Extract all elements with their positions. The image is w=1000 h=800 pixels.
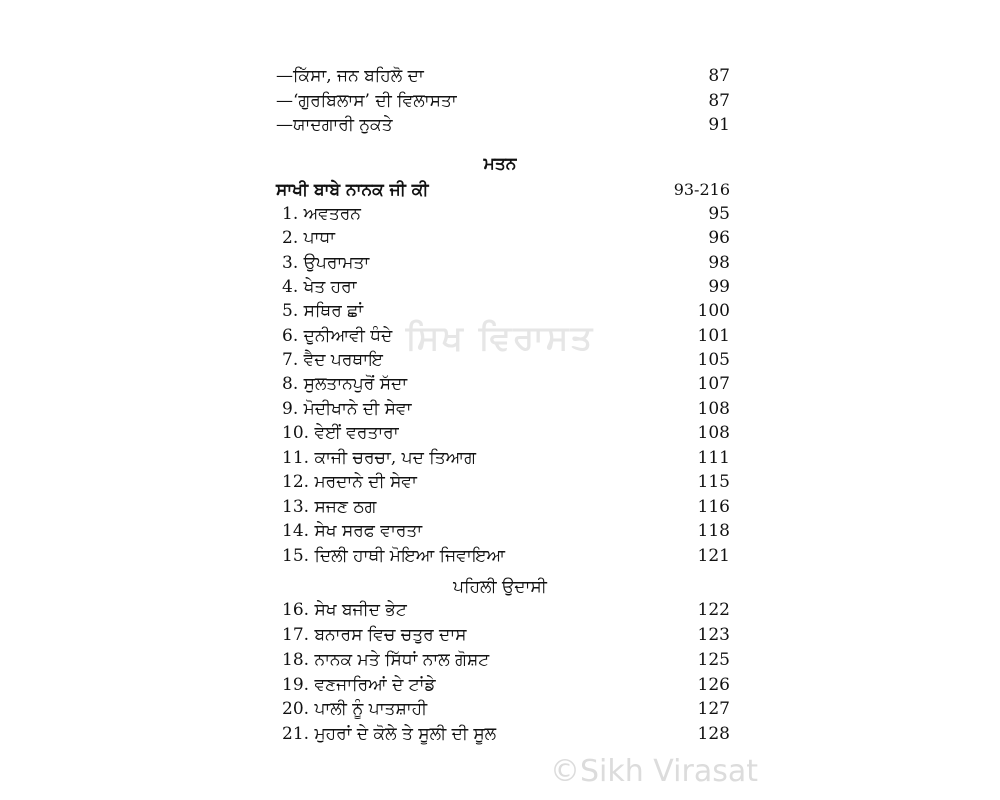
toc-row [0, 495, 1000, 519]
toc-entry-label: 16. ਸੇਖ ਬਜੀਦ ਭੇਟ [282, 600, 407, 620]
toc-page-number: 108 [697, 399, 730, 419]
toc-page-number: 121 [697, 546, 730, 566]
toc-entry-label: 3. ਉਪਰਾਮਤਾ [282, 253, 370, 273]
toc-row [0, 697, 1000, 721]
toc-entry-label: 6. ਦੁਨੀਆਵੀ ਧੰਦੇ [282, 326, 393, 346]
toc-row [0, 251, 1000, 275]
toc-row [0, 348, 1000, 372]
toc-page-number: 125 [697, 650, 730, 670]
toc-entry-label: 19. ਵਣਜਾਰਿਆਂ ਦੇ ਟਾਂਡੇ [282, 675, 436, 695]
toc-row [0, 113, 1000, 137]
toc-row [0, 226, 1000, 250]
toc-entry-label: 11. ਕਾਜੀ ਚਰਚਾ, ਪਦ ਤਿਆਗ [282, 448, 476, 468]
toc-entry-label: —ਯਾਦਗਾਰੀ ਨੁਕਤੇ [276, 115, 393, 135]
toc-row [0, 299, 1000, 323]
toc-page-number: 105 [697, 350, 730, 370]
toc-row [0, 519, 1000, 543]
toc-page-number: 99 [708, 277, 730, 297]
toc-row [0, 324, 1000, 348]
toc-row [0, 397, 1000, 421]
toc-page-number: 111 [697, 448, 730, 468]
toc-entry-label: 14. ਸੇਖ ਸਰਫ ਵਾਰਤਾ [282, 521, 423, 541]
toc-row [0, 673, 1000, 697]
toc-page-number: 122 [697, 600, 730, 620]
watermark: ਸਿਖ ਵਿਰਾਸਤ [405, 318, 595, 358]
toc-page-number: 87 [708, 66, 730, 86]
subsection-heading: ਪਹਿਲੀ ਉਦਾਸੀ [453, 577, 547, 597]
toc-page-number: 91 [708, 115, 730, 135]
toc-entry-label: 13. ਸਜਣ ਠਗ [282, 497, 377, 517]
toc-row [0, 275, 1000, 299]
toc-page-number: 116 [697, 497, 730, 517]
toc-entry-label: 20. ਪਾਲੀ ਨੂੰ ਪਾਤਸ਼ਾਹੀ [282, 699, 428, 719]
toc-entry-label: 1. ਅਵਤਰਨ [282, 204, 361, 224]
toc-row [0, 623, 1000, 647]
toc-page-number: 93-216 [673, 180, 730, 199]
toc-entry-label: 4. ਖੇਤ ਹਰਾ [282, 277, 357, 297]
toc-main-entry [0, 178, 1000, 202]
copyright-watermark: ©Sikh Virasat [550, 754, 758, 789]
toc-entry-label: ਸਾਖੀ ਬਾਬੇ ਨਾਨਕ ਜੀ ਕੀ [276, 180, 429, 200]
toc-entry-label: 21. ਮੁਹਰਾਂ ਦੇ ਕੋਲੇ ਤੇ ਸੂਲੀ ਦੀ ਸੂਲ [282, 724, 497, 744]
toc-row [0, 421, 1000, 445]
toc-page-number: 115 [697, 472, 730, 492]
toc-entry-label: —‘ਗੁਰਬਿਲਾਸ’ ਦੀ ਵਿਲਾਸਤਾ [276, 91, 457, 111]
toc-page-number: 123 [697, 625, 730, 645]
toc-row [0, 446, 1000, 470]
toc-page-number: 128 [697, 724, 730, 744]
toc-entry-label: 5. ਸਥਿਰ ਛਾਂ [282, 301, 364, 321]
toc-page-number: 95 [708, 204, 730, 224]
toc-page-number: 96 [708, 228, 730, 248]
toc-page-number: 126 [697, 675, 730, 695]
toc-page-number: 107 [697, 374, 730, 394]
toc-row [0, 202, 1000, 226]
toc-page-number: 118 [697, 521, 730, 541]
toc-entry-label: 8. ਸੁਲਤਾਨਪੁਰੋਂ ਸੱਦਾ [282, 374, 408, 394]
toc-row [0, 544, 1000, 568]
toc-entry-label: 15. ਦਿਲੀ ਹਾਥੀ ਮੋਇਆ ਜਿਵਾਇਆ [282, 546, 505, 566]
toc-row [0, 722, 1000, 746]
toc-page-number: 98 [708, 253, 730, 273]
toc-row [0, 598, 1000, 622]
toc-page-number: 87 [708, 91, 730, 111]
toc-entry-label: 10. ਵੇਈਂ ਵਰਤਾਰਾ [282, 423, 399, 443]
toc-entry-label: —ਕਿੱਸਾ, ਜਨ ਬਹਿਲੋ ਦਾ [276, 66, 424, 86]
toc-page-number: 101 [697, 326, 730, 346]
section-heading: ਮਤਨ [483, 154, 517, 174]
toc-row [0, 89, 1000, 113]
toc-row [0, 372, 1000, 396]
toc-row [0, 470, 1000, 494]
toc-entry-label: 7. ਵੈਦ ਪਰਥਾਇ [282, 350, 383, 370]
toc-row [0, 64, 1000, 88]
toc-entry-label: 18. ਨਾਨਕ ਮਤੇ ਸਿੱਧਾਂ ਨਾਲ ਗੋਸ਼ਟ [282, 650, 490, 670]
toc-entry-label: 2. ਪਾਧਾ [282, 228, 336, 248]
toc-entry-label: 17. ਬਨਾਰਸ ਵਿਚ ਚਤੁਰ ਦਾਸ [282, 625, 467, 645]
toc-page-number: 100 [697, 301, 730, 321]
toc-row [0, 648, 1000, 672]
toc-page-number: 108 [697, 423, 730, 443]
toc-entry-label: 12. ਮਰਦਾਨੇ ਦੀ ਸੇਵਾ [282, 472, 417, 492]
toc-page-number: 127 [697, 699, 730, 719]
toc-entry-label: 9. ਮੋਦੀਖਾਨੇ ਦੀ ਸੇਵਾ [282, 399, 412, 419]
